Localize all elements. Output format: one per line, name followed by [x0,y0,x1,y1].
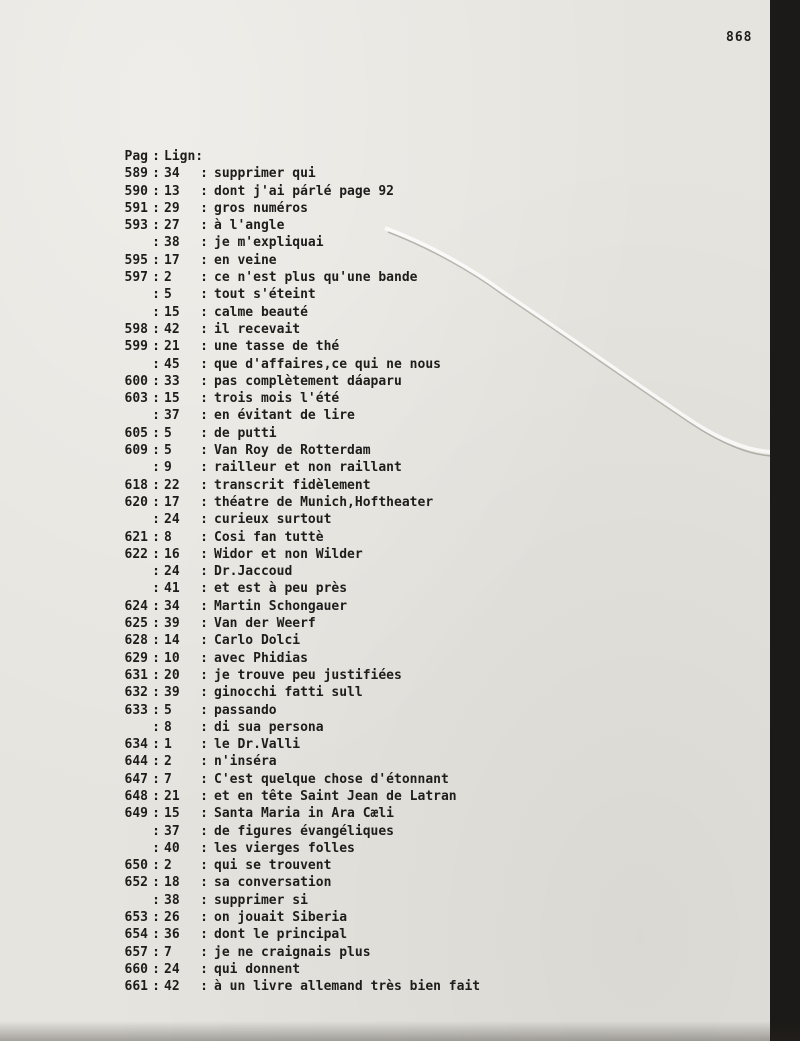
row-text: qui donnent [214,961,301,977]
row-separator: : [200,667,208,683]
row-separator: : [200,771,208,787]
row-lign: 8 [164,529,172,545]
row-pag: 595 [124,252,148,268]
row-lign: 16 [164,546,180,562]
row-pag: 647 [124,771,148,787]
table-row [104,563,744,580]
row-text: Van der Weerf [214,616,316,632]
row-lign: 40 [164,840,180,856]
row-lign: 38 [164,235,180,251]
row-lign: 37 [164,408,180,424]
row-lign: 29 [164,200,180,216]
row-lign: 18 [164,875,180,891]
row-separator: : [200,408,208,424]
row-lign: 7 [164,771,172,787]
row-separator: : [152,875,160,891]
row-lign: 38 [164,892,180,908]
row-lign: 24 [164,512,180,528]
row-separator: : [200,788,208,804]
row-separator: : [152,892,160,908]
row-lign: 14 [164,633,180,649]
row-separator: : [152,443,160,459]
table-row [104,304,744,321]
table-row [104,425,744,442]
row-separator: : [200,875,208,891]
row-pag [104,719,148,736]
row-pag: 649 [124,806,148,822]
row-separator: : [200,391,208,407]
row-lign: 37 [164,823,180,839]
row-separator: : [200,373,208,389]
row-separator: : [200,443,208,459]
row-text: calme beauté [214,304,308,320]
row-separator: : [200,321,208,337]
row-separator: : [200,633,208,649]
row-lign: 42 [164,979,180,995]
row-pag: 653 [124,910,148,926]
row-text: railleur et non raillant [214,460,402,476]
row-separator: : [152,979,160,995]
row-text: il recevait [214,321,301,337]
row-separator: : [152,581,160,597]
row-pag: 628 [124,633,148,649]
row-pag: 609 [124,443,148,459]
row-lign: 8 [164,719,172,735]
row-separator: : [200,944,208,960]
row-separator: : [152,546,160,562]
row-text: en veine [214,252,277,268]
row-lign: 2 [164,858,172,874]
row-lign: 5 [164,425,172,441]
row-separator: : [200,910,208,926]
row-separator: : [200,616,208,632]
row-pag: 603 [124,391,148,407]
table-row [104,373,744,390]
row-pag: 622 [124,546,148,562]
row-separator: : [152,910,160,926]
row-separator: : [200,252,208,268]
row-separator: : [200,494,208,510]
row-text: Santa Maria in Ara Cæli [214,806,395,822]
row-separator: : [152,408,160,424]
row-pag: 629 [124,650,148,666]
row-separator: : [152,373,160,389]
row-separator: : [200,754,208,770]
row-separator: : [200,858,208,874]
table-row [104,598,744,615]
row-pag: 633 [124,702,148,718]
row-pag [104,511,148,528]
row-separator: : [152,754,160,770]
row-pag: 621 [124,529,148,545]
row-text: à l'angle [214,218,285,234]
row-pag [104,286,148,303]
row-lign: 26 [164,910,180,926]
table-row [104,805,744,822]
table-row [104,286,744,303]
row-lign: 5 [164,443,172,459]
table-row [104,459,744,476]
row-separator: : [152,961,160,977]
row-text: à un livre allemand très bien fait [214,979,481,995]
table-row [104,823,744,840]
row-separator: : [152,494,160,510]
row-text: et en tête Saint Jean de Latran [214,788,457,804]
row-text: tout s'éteint [214,287,316,303]
row-pag: 591 [124,200,148,216]
row-text: avec Phidias [214,650,308,666]
row-separator: : [152,270,160,286]
row-pag: 654 [124,927,148,943]
table-row [104,217,744,234]
row-separator: : [152,304,160,320]
scan-bottom-shadow [0,1021,800,1041]
table-header [104,148,744,165]
row-text: C'est quelque chose d'étonnant [214,771,449,787]
row-separator: : [200,598,208,614]
table-row [104,650,744,667]
row-separator: : [152,702,160,718]
table-row [104,684,744,701]
table-row [104,753,744,770]
row-separator: : [200,840,208,856]
table-row [104,200,744,217]
row-separator: : [152,685,160,701]
row-pag: 599 [124,339,148,355]
row-separator: : [200,546,208,562]
row-lign: 2 [164,754,172,770]
row-text: en évitant de lire [214,408,355,424]
row-lign: 39 [164,616,180,632]
row-lign: 20 [164,667,180,683]
row-separator: : [152,287,160,303]
row-lign: 39 [164,685,180,701]
row-lign: 21 [164,339,180,355]
row-lign: 5 [164,287,172,303]
row-pag [104,580,148,597]
table-row [104,788,744,805]
row-pag [104,459,148,476]
row-separator: : [152,252,160,268]
row-lign: 17 [164,252,180,268]
row-separator: : [200,304,208,320]
row-separator: : [200,270,208,286]
row-lign: 7 [164,944,172,960]
row-pag: 644 [124,754,148,770]
row-text: dont j'ai párlé page 92 [214,183,395,199]
row-pag: 605 [124,425,148,441]
row-separator: : [152,235,160,251]
row-pag [104,823,148,840]
row-text: Widor et non Wilder [214,546,363,562]
row-text: ce n'est plus qu'une bande [214,270,418,286]
table-row [104,494,744,511]
table-row [104,407,744,424]
row-separator: : [200,806,208,822]
row-separator: : [152,616,160,632]
row-text: qui se trouvent [214,858,332,874]
row-separator: : [152,927,160,943]
row-pag: 590 [124,183,148,199]
table-row [104,252,744,269]
row-separator: : [200,979,208,995]
row-lign: 5 [164,702,172,718]
row-separator: : [200,200,208,216]
errata-rows [104,165,744,995]
row-text: je m'expliquai [214,235,324,251]
page-number: 868 [726,30,753,45]
row-separator: : [200,529,208,545]
row-text: Dr.Jaccoud [214,564,293,580]
row-separator: : [152,719,160,735]
table-row [104,909,744,926]
row-pag [104,356,148,373]
row-pag: 593 [124,218,148,234]
row-separator: : [152,200,160,216]
row-separator: : [200,650,208,666]
row-lign: 36 [164,927,180,943]
row-pag: 634 [124,737,148,753]
row-pag: 657 [124,944,148,960]
row-text: théatre de Munich,Hoftheater [214,494,434,510]
row-separator: : [152,650,160,666]
table-row [104,874,744,891]
row-text: de figures évangéliques [214,823,395,839]
table-row [104,978,744,995]
table-row [104,961,744,978]
table-row [104,580,744,597]
row-lign: 22 [164,477,180,493]
row-separator: : [200,460,208,476]
row-separator: : [200,719,208,735]
row-separator: : [152,944,160,960]
table-row [104,944,744,961]
table-row [104,840,744,857]
row-separator: : [152,858,160,874]
table-row [104,269,744,286]
row-separator: : [200,512,208,528]
row-lign: 27 [164,218,180,234]
row-text: de putti [214,425,277,441]
table-row [104,857,744,874]
row-text: Carlo Dolci [214,633,301,649]
row-pag: 631 [124,667,148,683]
row-lign: 24 [164,564,180,580]
row-pag: 660 [124,961,148,977]
row-pag [104,304,148,321]
table-row [104,736,744,753]
row-text: supprimer qui [214,166,316,182]
row-text: Van Roy de Rotterdam [214,443,371,459]
row-separator: : [200,218,208,234]
row-separator: : [152,771,160,787]
row-separator: : [200,737,208,753]
row-lign: 15 [164,304,180,320]
row-text: curieux surtout [214,512,332,528]
table-row [104,165,744,182]
row-separator: : [200,339,208,355]
row-lign: 45 [164,356,180,372]
header-pag: Pag [124,149,148,164]
row-pag [104,234,148,251]
table-row [104,546,744,563]
row-separator: : [152,356,160,372]
table-row [104,529,744,546]
row-pag: 624 [124,598,148,614]
row-separator: : [152,598,160,614]
table-row [104,183,744,200]
row-separator: : [152,529,160,545]
row-pag: 632 [124,685,148,701]
row-lign: 17 [164,494,180,510]
row-separator: : [200,892,208,908]
row-text: sa conversation [214,875,332,891]
table-row [104,477,744,494]
row-pag [104,563,148,580]
row-text: gros numéros [214,200,308,216]
row-pag: 600 [124,373,148,389]
table-row [104,321,744,338]
row-separator: : [200,356,208,372]
row-pag: 661 [124,979,148,995]
row-lign: 15 [164,806,180,822]
table-row [104,892,744,909]
row-separator: : [152,425,160,441]
header-lign: Lign: [164,149,204,164]
row-separator: : [152,218,160,234]
row-separator: : [200,581,208,597]
row-text: passando [214,702,277,718]
row-separator: : [152,512,160,528]
row-text: supprimer si [214,892,308,908]
row-separator: : [152,477,160,493]
row-separator: : [152,788,160,804]
row-lign: 34 [164,166,180,182]
row-lign: 13 [164,183,180,199]
table-row [104,771,744,788]
row-pag: 625 [124,616,148,632]
row-separator: : [152,840,160,856]
row-text: dont le principal [214,927,348,943]
row-text: que d'affaires,ce qui ne nous [214,356,441,372]
row-separator: : [152,737,160,753]
row-lign: 41 [164,581,180,597]
header-separator: : [152,149,160,164]
row-separator: : [200,702,208,718]
row-separator: : [200,166,208,182]
row-text: je ne craignais plus [214,944,371,960]
row-text: je trouve peu justifiées [214,667,402,683]
row-text: n'inséra [214,754,277,770]
row-lign: 10 [164,650,180,666]
row-pag [104,407,148,424]
table-row [104,390,744,407]
row-pag: 650 [124,858,148,874]
row-lign: 15 [164,391,180,407]
row-pag: 589 [124,166,148,182]
scan-dark-edge [770,0,800,1041]
row-separator: : [152,667,160,683]
row-text: les vierges folles [214,840,355,856]
row-lign: 2 [164,270,172,286]
row-lign: 33 [164,373,180,389]
row-text: di sua persona [214,719,324,735]
table-row [104,719,744,736]
row-separator: : [200,564,208,580]
row-lign: 42 [164,321,180,337]
row-separator: : [152,321,160,337]
row-text: Martin Schongauer [214,598,348,614]
row-separator: : [200,183,208,199]
table-row [104,234,744,251]
errata-table [104,148,744,996]
row-lign: 34 [164,598,180,614]
row-text: trois mois l'été [214,391,340,407]
row-separator: : [200,287,208,303]
table-row [104,632,744,649]
row-separator: : [200,477,208,493]
table-row [104,356,744,373]
table-row [104,338,744,355]
row-pag: 597 [124,270,148,286]
row-text: ginocchi fatti sull [214,685,363,701]
row-separator: : [200,235,208,251]
row-text: on jouait Siberia [214,910,348,926]
row-separator: : [152,166,160,182]
table-row [104,702,744,719]
row-pag: 620 [124,494,148,510]
row-separator: : [200,927,208,943]
row-pag [104,840,148,857]
table-row [104,615,744,632]
table-row [104,926,744,943]
row-separator: : [152,806,160,822]
row-separator: : [152,564,160,580]
row-text: transcrit fidèlement [214,477,371,493]
row-text: et est à peu près [214,581,348,597]
table-row [104,667,744,684]
row-pag: 652 [124,875,148,891]
row-lign: 1 [164,737,172,753]
row-separator: : [200,961,208,977]
row-lign: 9 [164,460,172,476]
row-text: le Dr.Valli [214,737,301,753]
row-text: pas complètement dáaparu [214,373,402,389]
row-text: une tasse de thé [214,339,340,355]
row-separator: : [152,391,160,407]
table-row [104,442,744,459]
row-separator: : [200,685,208,701]
row-pag: 618 [124,477,148,493]
row-pag: 598 [124,321,148,337]
row-separator: : [152,460,160,476]
row-separator: : [152,633,160,649]
table-row [104,511,744,528]
row-pag: 648 [124,788,148,804]
row-lign: 21 [164,788,180,804]
row-separator: : [200,823,208,839]
row-separator: : [152,823,160,839]
row-separator: : [152,183,160,199]
row-pag [104,892,148,909]
row-text: Cosi fan tuttè [214,529,324,545]
row-separator: : [200,425,208,441]
row-lign: 24 [164,961,180,977]
row-separator: : [152,339,160,355]
